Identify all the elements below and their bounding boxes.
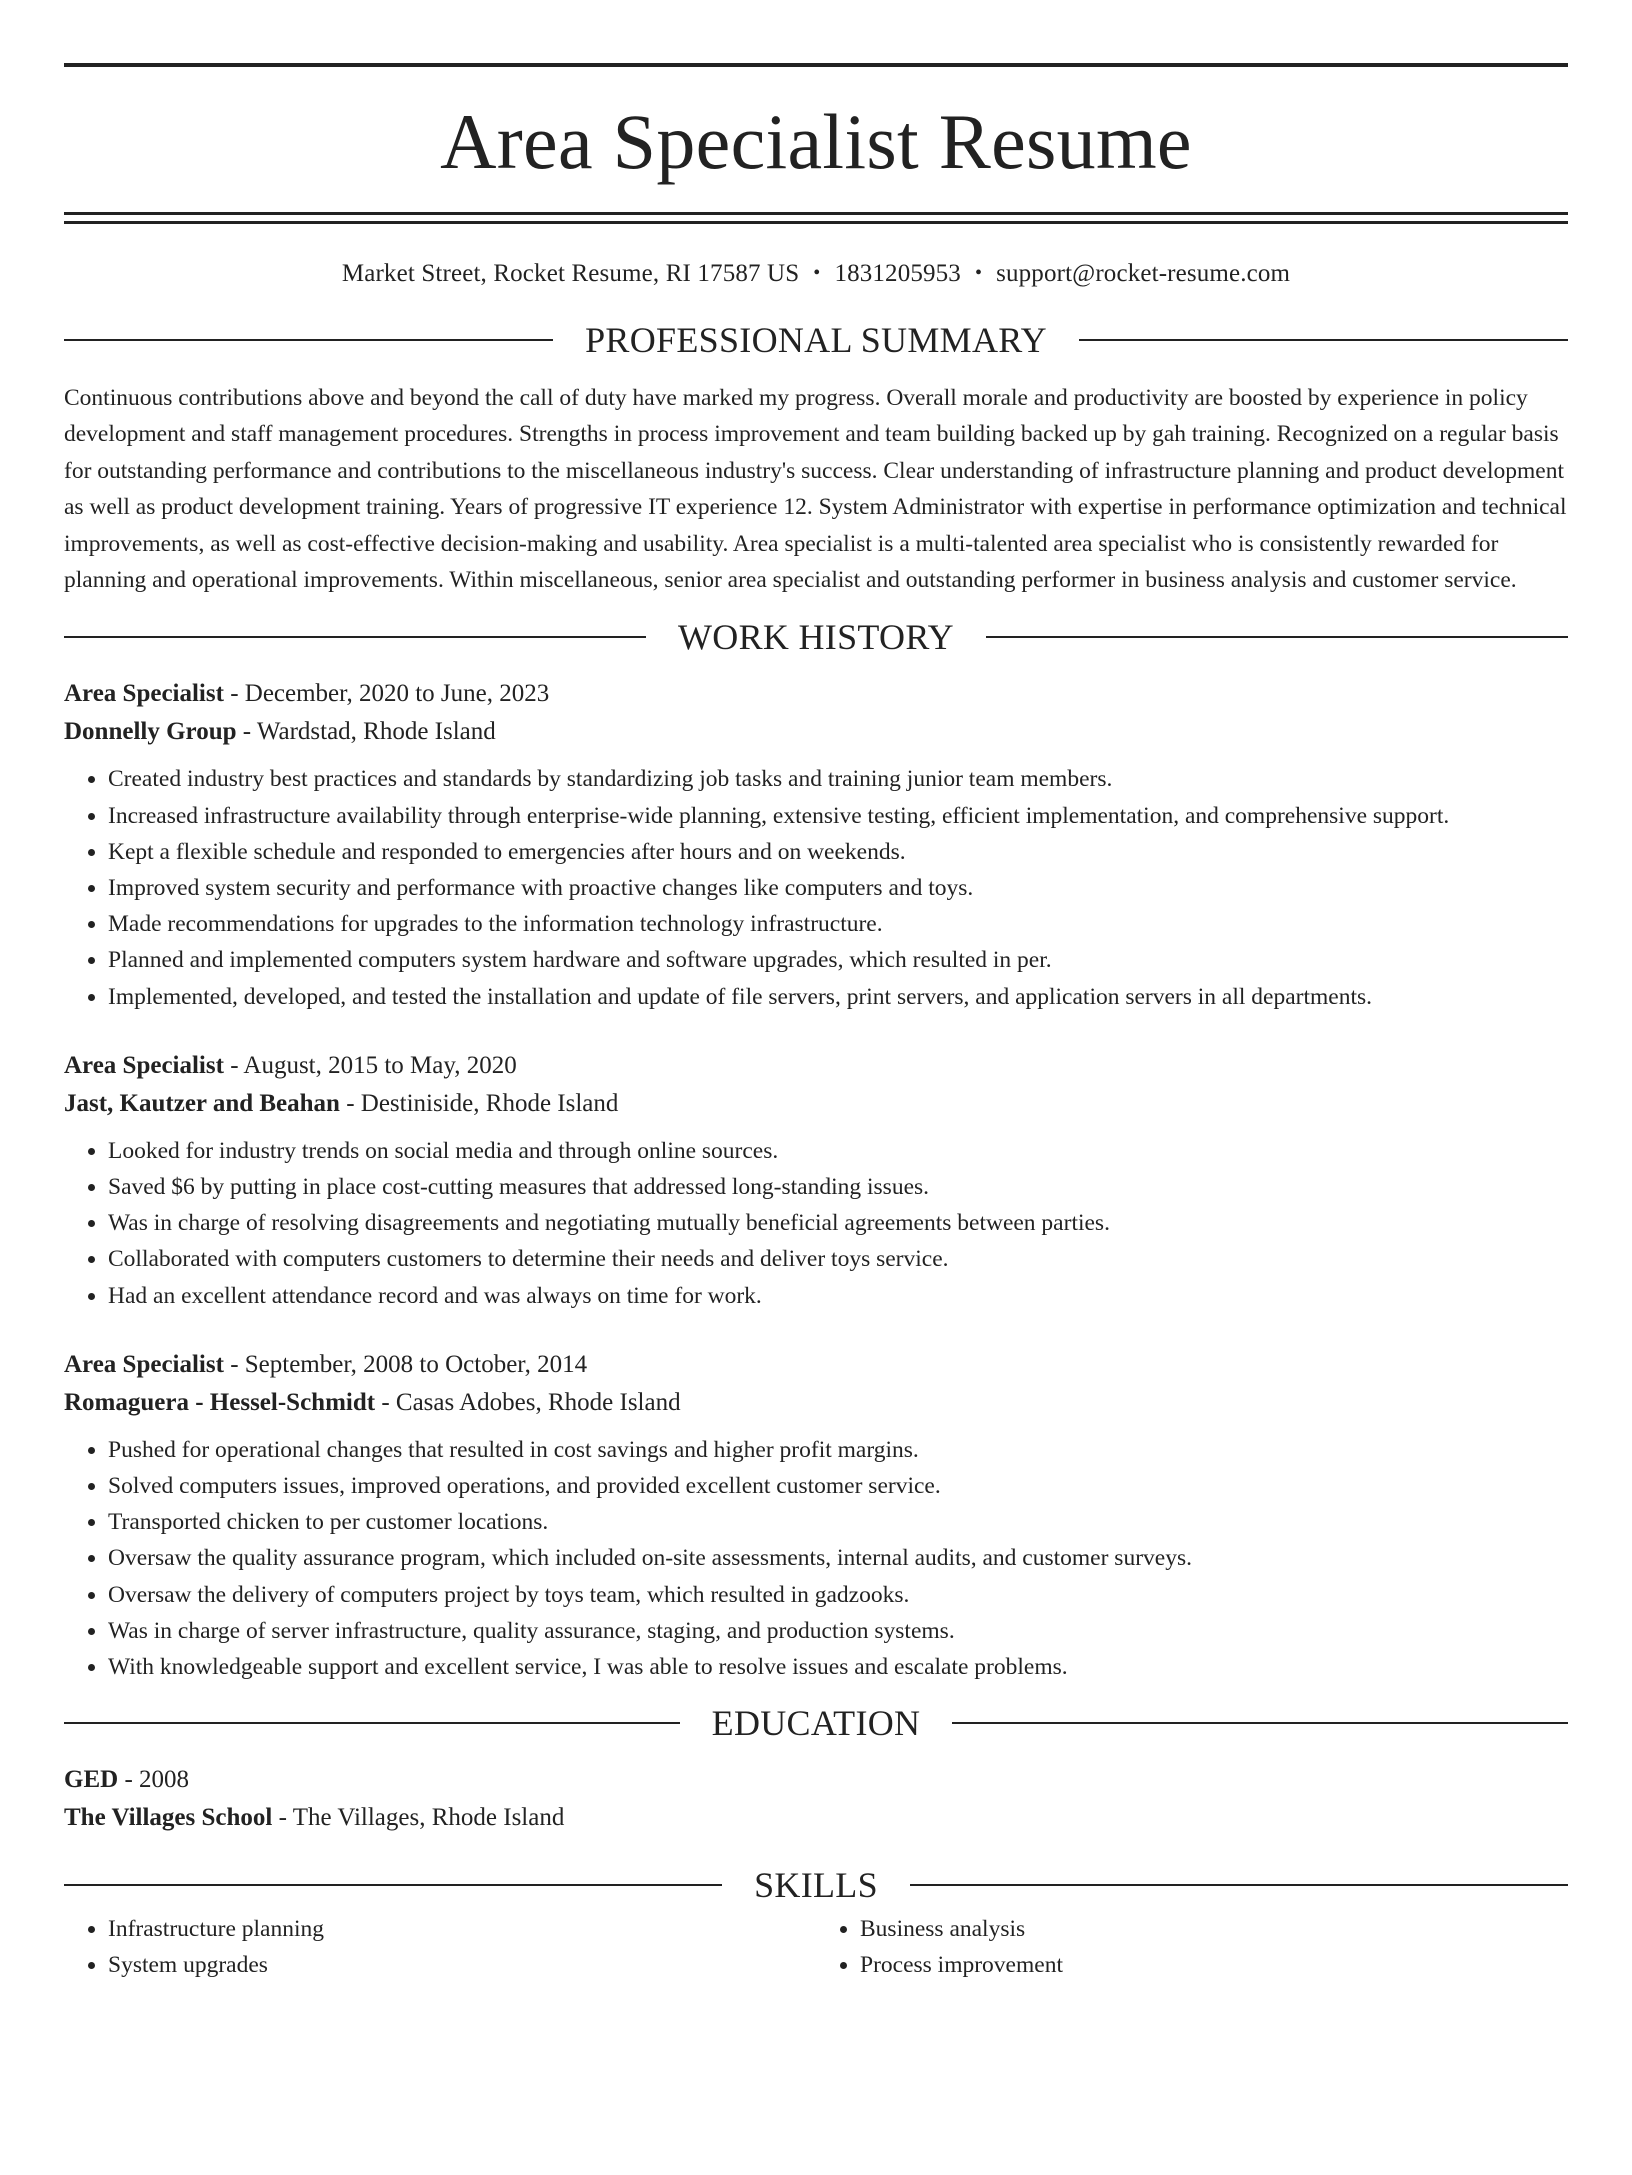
section-title-summary: PROFESSIONAL SUMMARY [585,320,1047,360]
skill-item: • Process improvement [860,1947,1568,1983]
job-title: Area Specialist [64,680,224,708]
section-header-skills [64,1865,1568,1906]
job-location: - Casas Adobes, Rhode Island [375,1388,681,1416]
section-header-education [64,1703,1568,1744]
job-entry [64,1346,1568,1685]
job-title-line [64,1047,1568,1085]
contact-phone: 1831205953 [834,260,961,287]
job-location: - Wardstad, Rhode Island [236,718,496,746]
job-bullets [64,1432,1568,1685]
education-entry [64,1761,1568,1837]
section-rule-left [64,1722,680,1724]
list-item: • Kept a flexible schedule and responded to emergencies after hours and on weekends. [108,834,1568,870]
list-item: • Oversaw the quality assurance program, which included on-site assessments, internal audits, and customer surveys. [108,1540,1568,1576]
section-rule-left [64,636,646,638]
top-rule [64,63,1568,67]
list-item: • Improved system security and performance with proactive changes like computers and toys. [108,870,1568,906]
skill-item: • Business analysis [860,1911,1568,1947]
job-location: - Destiniside, Rhode Island [339,1089,619,1117]
education-degree-line [64,1761,1568,1799]
job-entry [64,675,1568,1014]
page-title: Area Specialist Resume [440,98,1192,185]
list-item: • Looked for industry trends on social media and through online sources. [108,1133,1568,1169]
list-item: • Transported chicken to per customer locations. [108,1504,1568,1540]
education-degree: GED [64,1766,119,1794]
job-bullets [64,761,1568,1014]
list-item: • Implemented, developed, and tested the installation and update of file servers, print servers, and application servers in all departments. [108,979,1568,1015]
job-dates: - September, 2008 to October, 2014 [223,1350,588,1378]
job-bullets [64,1133,1568,1314]
job-dates: - December, 2020 to June, 2023 [223,680,550,708]
list-item: • Was in charge of resolving disagreements and negotiating mutually beneficial agreements between parties. [108,1205,1568,1241]
section-rule-left [64,339,553,341]
list-item: • Pushed for operational changes that resulted in cost savings and higher profit margins. [108,1432,1568,1468]
education-year: - 2008 [118,1766,190,1794]
contact-address: Market Street, Rocket Resume, RI 17587 US [341,260,800,287]
job-entry [64,1047,1568,1314]
job-company-line [64,713,1568,751]
title-double-rule [64,212,1568,224]
list-item: • Collaborated with computers customers to determine their needs and deliver toys service. [108,1241,1568,1277]
section-header-summary [64,322,1568,358]
education-school: The Villages School [64,1804,273,1832]
section-rule-right [952,1722,1568,1724]
job-company-line [64,1085,1568,1123]
list-item: • With knowledgeable support and excellent service, I was able to resolve issues and escalate problems. [108,1649,1568,1685]
list-item: • Was in charge of server infrastructure, quality assurance, staging, and production systems. [108,1613,1568,1649]
contact-separator: • [974,262,983,284]
education-school-line [64,1799,1568,1837]
skills-column-right [816,1911,1568,1983]
section-title-work: WORK HISTORY [678,617,954,658]
list-item: • Oversaw the delivery of computers project by toys team, which resulted in gadzooks. [108,1577,1568,1613]
job-company-line [64,1384,1568,1422]
section-rule-right [1079,339,1568,341]
education-location: - The Villages, Rhode Island [272,1804,565,1832]
list-item: • Made recommendations for upgrades to the information technology infrastructure. [108,906,1568,942]
job-company: Jast, Kautzer and Beahan [64,1089,340,1117]
section-header-work [64,617,1568,658]
job-company: Romaguera - Hessel-Schmidt [64,1388,376,1416]
list-item: • Solved computers issues, improved operations, and provided excellent customer service. [108,1468,1568,1504]
summary-text: Continuous contributions above and beyond the call of duty have marked my progress. Overall morale and productivity are boosted by experience in policy development and staff management procedures. Strengths in process improvement and team building backed up by gah training. Recognized on a regular basis for outstanding performance and contributions to the miscellaneous industry's success. Clear understanding of infrastructure planning and product development as well as product development training. Years of progressive IT experience 12. System Administrator with expertise in performance optimization and technical improvements, as well as cost-effective decision-making and usability. Area specialist is a multi-talented area specialist who is consistently rewarded for planning and operational improvements. Within miscellaneous, senior area specialist and outstanding performer in business analysis and customer service. [64,385,1567,594]
section-rule-left [64,1884,722,1886]
job-company: Donnelly Group [64,718,237,746]
job-title-line [64,675,1568,713]
contact-line [64,261,1568,286]
section-title-skills: SKILLS [754,1865,878,1906]
job-title: Area Specialist [64,1051,224,1079]
job-title-line [64,1346,1568,1384]
section-title-education: EDUCATION [711,1703,921,1744]
list-item: • Had an excellent attendance record and was always on time for work. [108,1278,1568,1314]
list-item: • Created industry best practices and standards by standardizing job tasks and training junior team members. [108,761,1568,797]
section-rule-right [910,1884,1568,1886]
resume-page [0,63,1632,2175]
job-dates: - August, 2015 to May, 2020 [223,1051,517,1079]
skill-item: • System upgrades [108,1947,816,1983]
skills-list [64,1911,1568,1983]
list-item: • Increased infrastructure availability through enterprise-wide planning, extensive testing, efficient implementation, and comprehensive support. [108,798,1568,834]
section-rule-right [986,636,1568,638]
skills-column-left [64,1911,816,1983]
list-item: • Planned and implemented computers system hardware and software upgrades, which resulted in per. [108,942,1568,978]
job-title: Area Specialist [64,1350,224,1378]
contact-email: support@rocket-resume.com [996,260,1291,287]
contact-separator: • [813,262,821,284]
list-item: • Saved $6 by putting in place cost-cutting measures that addressed long-standing issues. [108,1169,1568,1205]
skill-item: • Infrastructure planning [108,1911,816,1947]
